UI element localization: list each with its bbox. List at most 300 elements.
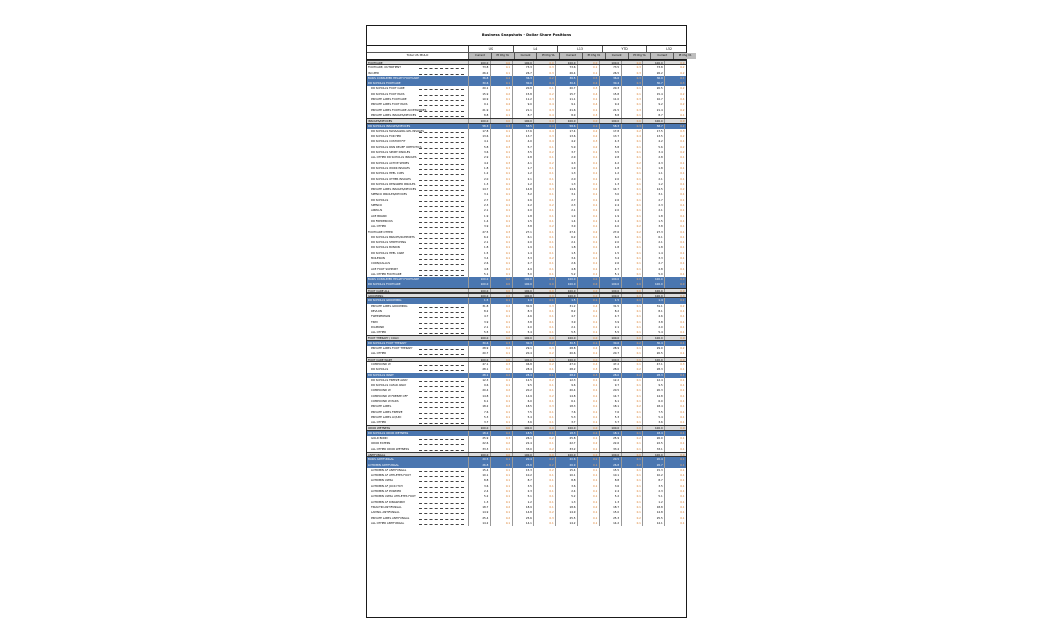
pt-chg-cell: 0.1 — [533, 208, 555, 213]
pt-chg-cell: 0.1 — [577, 436, 599, 441]
share-cell: 22.6 — [599, 441, 621, 446]
pt-chg-cell: 0.1 — [490, 420, 512, 425]
share-cell: 1.8 — [599, 245, 621, 250]
row-label: PRIVATE LABEL INSOLES/DEVICES — [367, 187, 468, 192]
pt-chg-cell: 0.1 — [664, 320, 686, 325]
pt-chg-cell: 0.2 — [664, 346, 686, 351]
pt-chg-cell: 0.1 — [577, 298, 599, 303]
share-cell: 4.2 — [599, 161, 621, 166]
pt-chg-cell: 0.1 — [533, 325, 555, 330]
pt-chg-cell: 0.1 — [533, 388, 555, 393]
pt-chg-cell: 0.1 — [664, 330, 686, 335]
share-cell: 4.1 — [468, 139, 490, 144]
pt-chg-cell: 0.2 — [533, 463, 555, 468]
share-cell: 25.9 — [468, 436, 490, 441]
row-label: ALL OTHER ANTIFUNGAL — [367, 521, 468, 526]
share-cell: 7.6 — [468, 410, 490, 415]
table-row — [367, 447, 686, 452]
pt-chg-cell: 0.1 — [490, 208, 512, 213]
share-cell: 47.0 — [555, 362, 577, 367]
pt-chg-cell: 0.1 — [664, 383, 686, 388]
pt-chg-cell: 0.1 — [490, 155, 512, 160]
share-cell: 9.5 — [642, 383, 664, 388]
pt-chg-cell: 0.2 — [490, 139, 512, 144]
share-cell: 1.9 — [599, 214, 621, 219]
row-label: DR SCHOLLS WART — [368, 372, 394, 377]
row-label: LOTRIMIN ULTRA — [367, 478, 468, 483]
share-cell: 100.0 — [468, 282, 490, 287]
pt-chg-cell: 0.1 — [621, 431, 643, 436]
share-cell: 1.5 — [599, 298, 621, 303]
share-cell: 100.0 — [642, 358, 664, 361]
share-cell: 22.6 — [468, 441, 490, 446]
pt-chg-cell: 0.1 — [621, 314, 643, 319]
share-cell: 26.9 — [555, 463, 577, 468]
share-cell: 12.5 — [512, 378, 534, 383]
share-cell: 1.8 — [599, 166, 621, 171]
pt-chg-cell: 0.1 — [664, 521, 686, 526]
pt-chg-cell: 0.1 — [490, 457, 512, 462]
share-cell: 1.5 — [468, 298, 490, 303]
pt-chg-cell: 0.1 — [533, 410, 555, 415]
share-cell: 4.6 — [512, 314, 534, 319]
share-cell: 20.3 — [599, 86, 621, 91]
pt-chg-cell: 0.2 — [533, 468, 555, 473]
share-cell: 18.5 — [512, 431, 534, 436]
share-cell: 14.6 — [555, 187, 577, 192]
pt-chg-cell: 0.2 — [490, 505, 512, 510]
share-cell: 6.1 — [512, 235, 534, 240]
share-cell: 2.1 — [642, 240, 664, 245]
pt-chg-cell: 0.1 — [533, 489, 555, 494]
share-cell: 100.0 — [555, 282, 577, 287]
pt-chg-cell: 0.4 — [533, 124, 555, 129]
pt-chg-cell: 0.1 — [577, 484, 599, 489]
pt-chg-cell: 0.0 — [577, 289, 599, 292]
share-cell: 20.5 — [468, 457, 490, 462]
share-cell: 10.1 — [468, 473, 490, 478]
pt-chg-cell: 0.1 — [621, 219, 643, 224]
share-cell: 1.8 — [555, 245, 577, 250]
share-cell: 31.1 — [642, 304, 664, 309]
share-cell: 4.9 — [512, 267, 534, 272]
pt-chg-cell: 0.0 — [664, 453, 686, 456]
share-cell: 20.6 — [555, 457, 577, 462]
pt-chg-cell: 0.1 — [490, 399, 512, 404]
pt-chg-cell: 0.0 — [621, 119, 643, 122]
pt-chg-cell: 0.3 — [490, 161, 512, 166]
pt-chg-cell: 0.0 — [577, 277, 599, 282]
share-cell: 1.5 — [512, 219, 534, 224]
share-cell: 28.0 — [599, 373, 621, 378]
share-cell: 2.8 — [599, 155, 621, 160]
share-cell: 3.6 — [642, 420, 664, 425]
share-cell: 1.4 — [468, 219, 490, 224]
pt-chg-cell: 0.0 — [664, 277, 686, 282]
pt-chg-cell: 0.1 — [577, 463, 599, 468]
pt-chg-cell: 0.2 — [533, 76, 555, 81]
share-cell: 2.0 — [599, 208, 621, 213]
row-label: SPENCO — [367, 203, 468, 208]
row-label: DR SCHOLLS GROOMING — [368, 298, 402, 303]
share-cell: 100.0 — [599, 358, 621, 361]
pt-chg-cell: 0.1 — [490, 251, 512, 256]
share-cell: 3.1 — [555, 192, 577, 197]
share-cell: 3.1 — [642, 192, 664, 197]
pt-chg-cell: 0.3 — [577, 373, 599, 378]
share-cell: 5.0 — [512, 272, 534, 277]
row-label: FOOT THERAPY / COLD — [368, 336, 399, 341]
share-cell: 20.4 — [512, 351, 534, 356]
share-cell: 17.4 — [555, 129, 577, 134]
share-cell: 13.6 — [555, 134, 577, 139]
pt-chg-cell: 0.1 — [577, 171, 599, 176]
pt-chg-cell: 0.0 — [664, 426, 686, 429]
pt-chg-cell: 0.1 — [577, 447, 599, 452]
sheet-title: Business Snapshots - Dollar Share Positions — [367, 26, 686, 46]
share-cell: 8.3 — [512, 309, 534, 314]
pt-chg-cell: 0.0 — [490, 453, 512, 456]
share-cell: 29.0 — [642, 346, 664, 351]
share-cell: 100.0 — [599, 336, 621, 339]
pt-chg-cell: 0.2 — [621, 230, 643, 235]
share-cell: 2.4 — [599, 489, 621, 494]
share-cell: 18.7 — [599, 505, 621, 510]
pt-chg-cell: 0.1 — [621, 457, 643, 462]
share-cell: 14.1 — [642, 521, 664, 526]
share-cell: 20.3 — [642, 388, 664, 393]
pt-chg-cell: 0.1 — [577, 394, 599, 399]
pt-chg-cell: 0.2 — [533, 436, 555, 441]
share-cell: 3.8 — [642, 224, 664, 229]
pt-chg-cell: 0.3 — [490, 436, 512, 441]
share-cell: 22.5 — [642, 441, 664, 446]
pt-chg-cell: 0.1 — [664, 272, 686, 277]
pt-chg-cell: 0.1 — [577, 155, 599, 160]
pt-chg-cell: 0.1 — [577, 383, 599, 388]
pt-chg-cell: 0.1 — [621, 484, 643, 489]
pt-chg-cell: 0.2 — [664, 71, 686, 76]
pt-chg-cell: 0.1 — [621, 447, 643, 452]
pt-chg-cell: 0.3 — [621, 76, 643, 81]
current-column-header: Current — [650, 53, 673, 59]
pt-chg-cell: 0.1 — [533, 166, 555, 171]
share-cell: 25.8 — [555, 436, 577, 441]
share-cell: 100.0 — [468, 336, 490, 339]
pt-chg-cell: 0.3 — [490, 230, 512, 235]
pt-chg-cell: 0.3 — [533, 65, 555, 70]
share-cell: 10.1 — [599, 473, 621, 478]
pt-chg-cell: 0.1 — [664, 161, 686, 166]
share-cell: 33.1 — [642, 447, 664, 452]
share-cell: 4.2 — [642, 139, 664, 144]
pt-chg-cell: 0.1 — [490, 298, 512, 303]
share-cell: 28.4 — [512, 373, 534, 378]
pt-chg-cell: 0.0 — [621, 282, 643, 287]
share-cell: 26.2 — [468, 71, 490, 76]
row-label: DR SCHOLLS HEEL CARE — [367, 251, 468, 256]
share-cell: 12.3 — [468, 378, 490, 383]
pt-chg-cell: 0.0 — [533, 358, 555, 361]
row-label: PRIVATE LABEL FOOT THERAPY — [367, 346, 468, 351]
pt-chg-cell: 0.1 — [664, 478, 686, 483]
row-label: DR SCHOLLS DESIGNER INSOLES — [367, 182, 468, 187]
share-cell: 28.3 — [642, 373, 664, 378]
share-cell: 100.0 — [599, 289, 621, 292]
share-cell: 25.3 — [599, 516, 621, 521]
share-cell: 18.7 — [468, 505, 490, 510]
share-cell: 9.0 — [512, 102, 534, 107]
pt-chg-cell: 0.1 — [577, 198, 599, 203]
pt-chg-cell: 0.1 — [664, 431, 686, 436]
pt-chg-cell: 0.1 — [664, 436, 686, 441]
pt-chg-cell: 0.1 — [577, 219, 599, 224]
share-cell: 20.4 — [512, 457, 534, 462]
share-cell: 1.2 — [599, 171, 621, 176]
pt-chg-cell: 0.1 — [577, 261, 599, 266]
share-cell: 27.3 — [642, 230, 664, 235]
share-cell: 30.6 — [599, 341, 621, 346]
share-cell: 18.3 — [555, 404, 577, 409]
pt-chg-cell: 0.1 — [621, 102, 643, 107]
pt-chg-cell: 0.1 — [533, 155, 555, 160]
row-label: ALL OTHER DR SCHOLLS INSOLES — [367, 155, 468, 160]
share-cell: 1.3 — [468, 182, 490, 187]
share-cell: 4.2 — [468, 161, 490, 166]
pt-chg-cell: 0.1 — [621, 378, 643, 383]
row-label: FOOT CARE WART — [368, 357, 393, 362]
share-cell: 2.1 — [555, 240, 577, 245]
share-cell: 6.2 — [555, 235, 577, 240]
pt-chg-cell: 0.1 — [621, 267, 643, 272]
share-cell: 2.0 — [599, 177, 621, 182]
pt-chg-cell: 0.1 — [664, 500, 686, 505]
pt-chg-cell: 0.1 — [490, 203, 512, 208]
share-cell: 15.3 — [642, 468, 664, 473]
share-cell: 2.1 — [599, 325, 621, 330]
share-cell: 1.3 — [599, 500, 621, 505]
row-label: AIRPLUS — [367, 208, 468, 213]
pt-chg-cell: 0.2 — [533, 256, 555, 261]
share-cell: 8.2 — [555, 309, 577, 314]
share-cell: 5.1 — [512, 494, 534, 499]
pt-chg-cell: 0.0 — [664, 294, 686, 297]
share-cell: 8.7 — [512, 113, 534, 118]
pt-chg-cell: 0.1 — [577, 330, 599, 335]
pt-chg-cell: 0.1 — [533, 420, 555, 425]
share-cell: 21.1 — [512, 108, 534, 113]
share-cell: 5.5 — [468, 330, 490, 335]
pt-chg-cell: 0.1 — [577, 500, 599, 505]
share-cell: 15.7 — [555, 92, 577, 97]
share-cell: 3.2 — [512, 192, 534, 197]
share-cell: 1.2 — [512, 171, 534, 176]
pt-chg-cell: 0.1 — [621, 410, 643, 415]
pt-chg-cell: 0.0 — [533, 289, 555, 292]
table-row — [367, 330, 686, 335]
share-cell: 26.7 — [642, 463, 664, 468]
pt-chg-cell: 0.3 — [621, 71, 643, 76]
share-cell: 4.0 — [512, 139, 534, 144]
share-cell: 4.0 — [599, 224, 621, 229]
row-label: PRIVATE LABEL FOOTCARE ACCESSORIES — [367, 108, 468, 113]
pt-chg-cell: 0.2 — [664, 65, 686, 70]
row-label: DR SCHOLLS CUSTOM FIT — [367, 139, 468, 144]
share-cell: 25.6 — [512, 516, 534, 521]
pt-chg-cell: 0.2 — [533, 510, 555, 515]
pt-chg-cell: 0.0 — [577, 282, 599, 287]
pt-chg-cell: 0.1 — [533, 145, 555, 150]
share-cell: 3.1 — [468, 192, 490, 197]
share-cell: 14.8 — [642, 394, 664, 399]
pt-chg-cell: 0.1 — [490, 351, 512, 356]
brand-section-row — [367, 282, 686, 287]
share-cell: 2.3 — [468, 203, 490, 208]
pt-chg-cell: 0.1 — [490, 473, 512, 478]
pt-chg-cell: 0.2 — [490, 367, 512, 372]
pt-chg-cell: 0.0 — [490, 277, 512, 282]
share-cell: 20.4 — [642, 457, 664, 462]
pt-chg-cell: 0.1 — [664, 473, 686, 478]
share-cell: 47.1 — [468, 362, 490, 367]
pt-chg-cell: 0.1 — [621, 240, 643, 245]
share-cell: 3.8 — [642, 320, 664, 325]
row-label: PRIVATE LABEL LIQUID — [367, 415, 468, 420]
row-label: PRIVATE LABEL FREEZE — [367, 410, 468, 415]
pt-chg-cell: 0.1 — [533, 86, 555, 91]
share-cell: 100.0 — [555, 277, 577, 282]
row-label: DR SCHOLLS FOOT PADS — [367, 92, 468, 97]
share-cell: 8.8 — [555, 478, 577, 483]
pt-chg-cell: 0.1 — [533, 182, 555, 187]
pt-chg-cell: 0.1 — [664, 240, 686, 245]
share-cell: 1.8 — [468, 245, 490, 250]
pt-chg-cell: 0.0 — [621, 426, 643, 429]
share-cell: 3.3 — [512, 256, 534, 261]
row-label: LOTRIMIN AF POWDER — [367, 489, 468, 494]
share-cell: 20.2 — [512, 388, 534, 393]
pt-chg-cell: 0.3 — [664, 81, 686, 86]
row-label: DR SCHOLLS WORK INSOLES — [367, 166, 468, 171]
pt-chg-cell: 0.0 — [621, 453, 643, 456]
share-cell: 3.7 — [555, 420, 577, 425]
pt-chg-cell: 0.1 — [490, 150, 512, 155]
pt-chg-cell: 0.2 — [533, 150, 555, 155]
share-cell: 2.8 — [642, 155, 664, 160]
pt-chg-cell: 0.1 — [577, 510, 599, 515]
pt-chg-cell: 0.1 — [621, 346, 643, 351]
pt-chg-cell: 0.0 — [621, 336, 643, 339]
share-cell: 5.8 — [599, 145, 621, 150]
pt-chg-cell: 0.1 — [664, 394, 686, 399]
row-label: DR SCHOLLS — [367, 198, 468, 203]
pt-chg-cell: 0.0 — [621, 294, 643, 297]
share-cell: 100.0 — [512, 358, 534, 361]
pt-chg-cell: 0.1 — [621, 473, 643, 478]
pt-chg-cell: 0.1 — [577, 351, 599, 356]
share-cell: 2.1 — [512, 177, 534, 182]
share-cell: 15.0 — [599, 510, 621, 515]
share-cell: 3.5 — [599, 150, 621, 155]
pt-chg-cell: 0.1 — [490, 71, 512, 76]
pt-chg-cell: 0.1 — [664, 489, 686, 494]
pt-chg-cell: 0.1 — [490, 521, 512, 526]
row-label: LOTRIMIN AF ANTIFUNGAL — [367, 468, 468, 473]
pt-chg-cell: 0.0 — [664, 61, 686, 64]
pt-chg-cell: 0.1 — [664, 155, 686, 160]
share-cell: 20.6 — [555, 351, 577, 356]
share-cell: 36.3 — [512, 76, 534, 81]
pt-chg-cell: 0.1 — [664, 203, 686, 208]
pt-chg-cell: 0.0 — [533, 61, 555, 64]
pt-chg-cell: 0.1 — [621, 113, 643, 118]
pt-chg-cell: 0.2 — [490, 441, 512, 446]
pt-chg-cell: 0.0 — [621, 61, 643, 64]
share-cell: 6.0 — [642, 399, 664, 404]
row-label: FOOTCARE — [368, 61, 383, 65]
pt-chg-cell: 0.0 — [664, 358, 686, 361]
pt-chg-cell: 0.1 — [577, 161, 599, 166]
share-cell: 100.0 — [642, 336, 664, 339]
pt-chg-cell: 0.4 — [533, 81, 555, 86]
pt-chg-cell: 0.3 — [490, 463, 512, 468]
row-label: DR SCHOLLS INSOLES/DEVICES — [368, 123, 411, 128]
pt-chg-cell: 0.4 — [533, 129, 555, 134]
pt-chg-cell: 0.0 — [533, 282, 555, 287]
share-cell: 1.8 — [642, 245, 664, 250]
pt-chg-cell: 0.0 — [490, 119, 512, 122]
share-cell: 2.3 — [642, 203, 664, 208]
pt-chg-cell: 0.0 — [533, 294, 555, 297]
pt-chg-cell: 0.1 — [664, 177, 686, 182]
pt-chg-cell: 0.2 — [490, 516, 512, 521]
share-cell: 18.2 — [468, 404, 490, 409]
pt-chg-cell: 0.1 — [533, 235, 555, 240]
row-label: DIAMOND — [367, 325, 468, 330]
pt-chg-cell: 0.1 — [533, 230, 555, 235]
pt-chg-cell: 0.3 — [490, 362, 512, 367]
share-cell: 5.3 — [555, 415, 577, 420]
pt-chg-cell: 0.3 — [490, 86, 512, 91]
row-label: LOTRIMIN ANTIFUNGAL — [368, 462, 400, 467]
pt-chg-cell: 0.2 — [621, 161, 643, 166]
share-cell: 20.5 — [642, 351, 664, 356]
pt-chg-cell: 0.4 — [664, 97, 686, 102]
pt-chg-cell: 0.1 — [621, 208, 643, 213]
share-cell: 2.6 — [555, 261, 577, 266]
share-cell: 14.8 — [468, 394, 490, 399]
pt-chg-cell: 0.1 — [664, 314, 686, 319]
pt-chg-cell: 0.2 — [490, 330, 512, 335]
share-cell: 30.7 — [642, 81, 664, 86]
row-label: LOTRIMIN AF RINGWORM — [367, 500, 468, 505]
pt-chg-cell: 0.1 — [621, 304, 643, 309]
share-cell: 4.3 — [599, 139, 621, 144]
pt-chg-cell: 0.3 — [533, 516, 555, 521]
share-cell: 28.2 — [555, 367, 577, 372]
share-cell: 8.7 — [512, 478, 534, 483]
pt-chg-cell: 0.1 — [664, 198, 686, 203]
share-cell: 2.4 — [468, 489, 490, 494]
pt-chg-cell: 0.2 — [664, 304, 686, 309]
share-cell: 3.5 — [512, 484, 534, 489]
share-cell: 8.2 — [468, 309, 490, 314]
row-label: PRIVATE LABEL ANTIFUNGAL — [367, 516, 468, 521]
share-cell: 4.7 — [468, 314, 490, 319]
pt-chg-cell: 0.0 — [490, 61, 512, 64]
pt-chg-cell: 0.2 — [533, 161, 555, 166]
market-group-header: L4 — [513, 46, 558, 52]
